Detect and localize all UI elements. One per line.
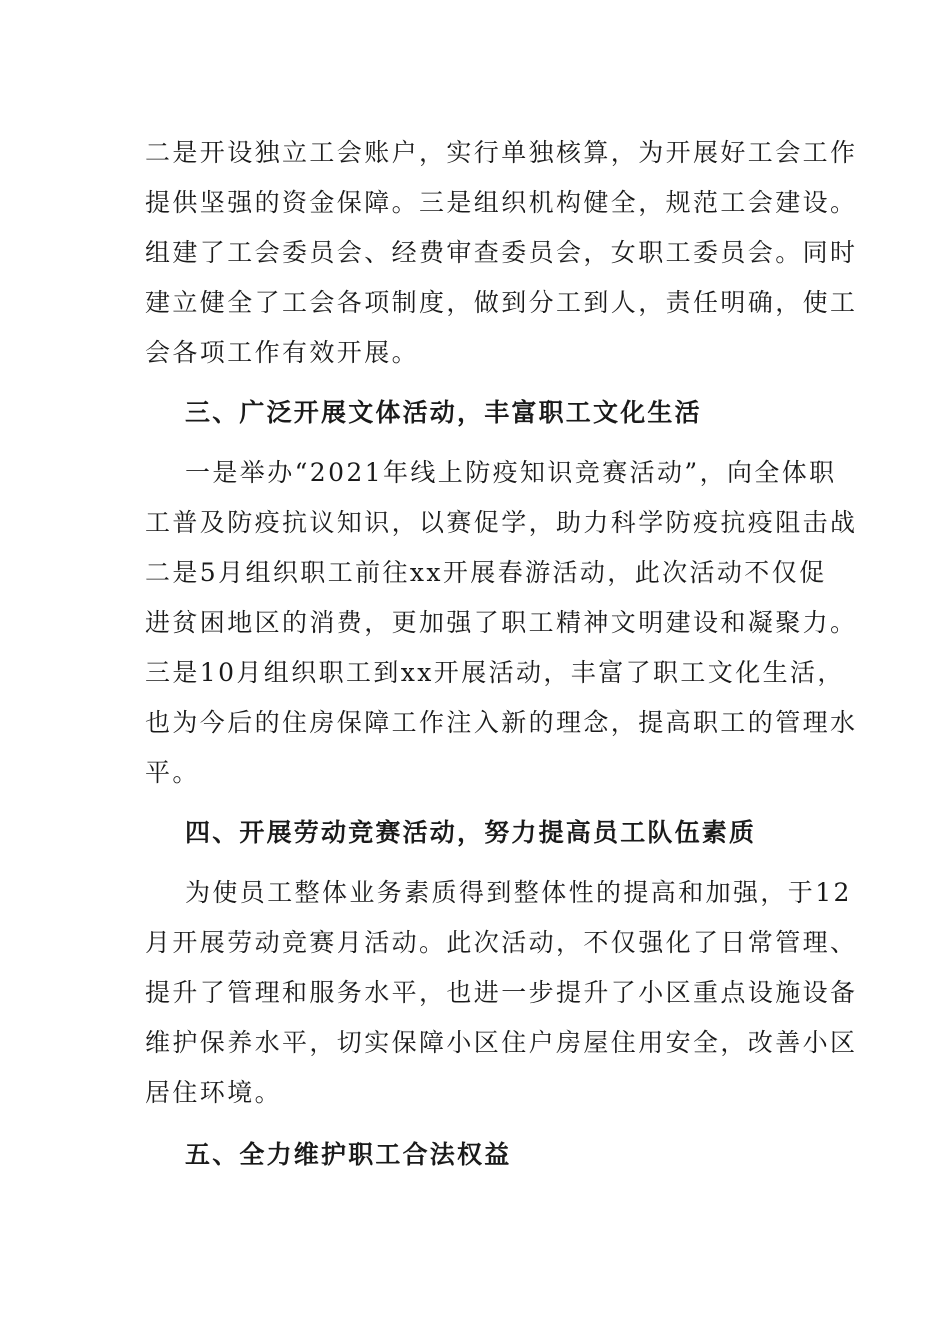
paragraph-line: 进贫困地区的消费，更加强了职工精神文明建设和凝聚力。 — [145, 608, 858, 637]
paragraph-line: 月开展劳动竞赛月活动。此次活动，不仅强化了日常管理、 — [145, 928, 858, 957]
section-heading-5: 五、全力维护职工合法权益 — [185, 1140, 512, 1169]
paragraph-line: 平。 — [145, 758, 200, 787]
section-heading-4: 四、开展劳动竞赛活动，努力提高员工队伍素质 — [185, 818, 757, 847]
paragraph-line: 建立健全了工会各项制度，做到分工到人，责任明确，使工 — [145, 288, 858, 317]
paragraph-line: 一是举办“2021年线上防疫知识竞赛活动”，向全体职 — [185, 458, 837, 487]
paragraph-line: 提供坚强的资金保障。三是组织机构健全，规范工会建设。 — [145, 188, 858, 217]
paragraph-line: 维护保养水平，切实保障小区住户房屋住用安全，改善小区 — [145, 1028, 858, 1057]
paragraph-line: 居住环境。 — [145, 1078, 283, 1107]
paragraph-line: 三是10月组织职工到xx开展活动，丰富了职工文化生活， — [145, 658, 845, 687]
section-heading-3: 三、广泛开展文体活动，丰富职工文化生活 — [185, 398, 702, 427]
paragraph-line: 提升了管理和服务水平，也进一步提升了小区重点设施设备 — [145, 978, 858, 1007]
paragraph-line: 也为今后的住房保障工作注入新的理念，提高职工的管理水 — [145, 708, 858, 737]
paragraph-line: 二是5月组织职工前往xx开展春游活动，此次活动不仅促 — [145, 558, 827, 587]
paragraph-line: 会各项工作有效开展。 — [145, 338, 420, 367]
paragraph-line: 组建了工会委员会、经费审查委员会，女职工委员会。同时 — [145, 238, 858, 267]
paragraph-line: 二是开设独立工会账户，实行单独核算，为开展好工会工作 — [145, 138, 858, 167]
paragraph-line: 工普及防疫抗议知识，以赛促学，助力科学防疫抗疫阻击战 — [145, 508, 858, 537]
paragraph-line: 为使员工整体业务素质得到整体性的提高和加强，于12 — [185, 878, 852, 907]
